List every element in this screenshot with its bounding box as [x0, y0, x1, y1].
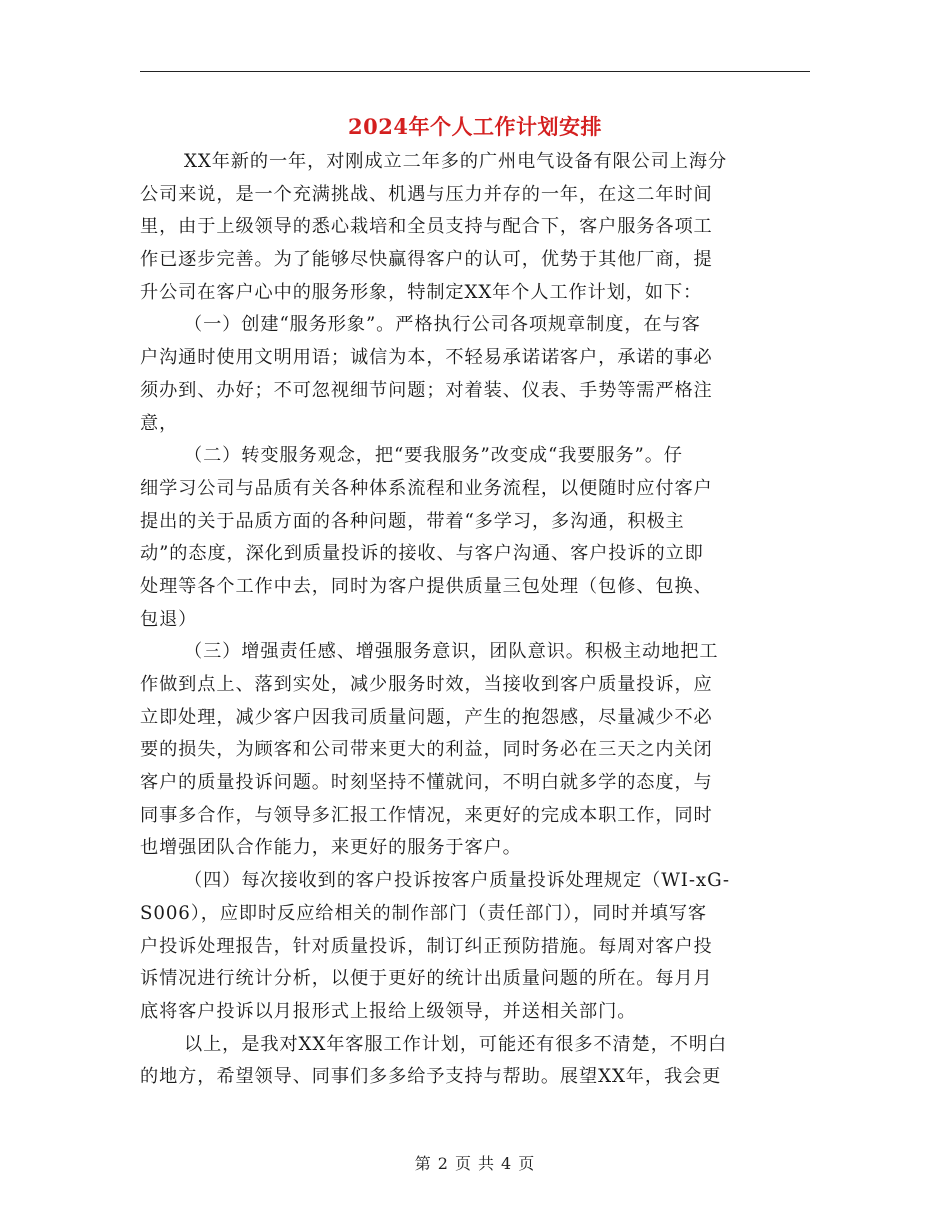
- body-text-line: 同事多合作，与领导多汇报工作情况，来更好的完成本职工作，同时: [140, 804, 713, 826]
- body-text-line: （一）创建“服务形象”。严格执行公司各项规章制度，在与客: [184, 314, 701, 336]
- document-body: [140, 146, 810, 1094]
- body-text-line: 里，由于上级领导的悉心栽培和全员支持与配合下，客户服务各项工: [140, 216, 713, 238]
- footer-suffix: 页: [518, 1154, 536, 1173]
- footer-total-word: 共: [478, 1154, 496, 1173]
- body-text-line: 升公司在客户心中的服务形象，特制定XX年个人工作计划，如下：: [140, 281, 703, 303]
- body-text-line: 也增强团队合作能力，来更好的服务于客户。: [140, 837, 522, 859]
- body-text-line: XX年新的一年，对刚成立二年多的广州电气设备有限公司上海分: [184, 151, 728, 172]
- body-text-line: 立即处理，减少客户因我司质量问题，产生的抱怨感，尽量减少不必: [140, 706, 713, 728]
- body-text-line: 细学习公司与品质有关各种体系流程和业务流程，以便随时应付客户: [140, 477, 713, 499]
- body-text-line: 底将客户投诉以月报形式上报给上级领导，并送相关部门。: [140, 1000, 637, 1022]
- body-text-line: 的地方，希望领导、同事们多多给予支持与帮助。展望XX年，我会更: [140, 1066, 722, 1088]
- footer-page-number: 2: [437, 1154, 449, 1173]
- body-text-line: S006），应即时反应给相关的制作部门（责任部门），同时并填写客: [140, 902, 708, 924]
- body-text-line: 公司来说，是一个充满挑战、机遇与压力并存的一年，在这二年时间: [140, 183, 713, 205]
- body-text-line: 包退）: [140, 608, 198, 630]
- body-text-line: （二）转变服务观念，把“要我服务”改变成“我要服务”。仔: [184, 445, 683, 467]
- page-title: 2024年个人工作计划安排: [348, 114, 602, 139]
- body-text-line: 户投诉处理报告，针对质量投诉，制订纠正预防措施。每周对客户投: [140, 935, 713, 957]
- body-text-line: 动”的态度，深化到质量投诉的接收、与客户沟通、客户投诉的立即: [140, 543, 704, 565]
- footer-total-pages: 4: [501, 1154, 513, 1173]
- body-text-line: 提出的关于品质方面的各种问题，带着“多学习，多沟通，积极主: [140, 510, 685, 532]
- body-text-line: 户沟通时使用文明用语；诚信为本，不轻易承诺诺客户，承诺的事必: [140, 347, 713, 369]
- page-footer: [0, 1152, 950, 1176]
- body-text-line: （四）每次接收到的客户投诉按客户质量投诉处理规定（WI-xG-: [184, 870, 730, 892]
- body-text-line: 作做到点上、落到实处，减少服务时效，当接收到客户质量投诉，应: [140, 674, 713, 695]
- body-text-line: （三）增强责任感、增强服务意识，团队意识。积极主动地把工: [184, 641, 719, 663]
- body-text-line: 意，: [140, 412, 179, 434]
- body-text-line: 诉情况进行统计分析，以便于更好的统计出质量问题的所在。每月月: [140, 968, 713, 990]
- footer-prefix: 第: [414, 1154, 432, 1173]
- footer-page-word: 页: [454, 1154, 472, 1173]
- body-text-line: 以上，是我对XX年客服工作计划，可能还有很多不清楚，不明白: [184, 1033, 728, 1055]
- body-text-line: 作已逐步完善。为了能够尽快赢得客户的认可，优势于其他厂商，提: [140, 249, 713, 271]
- body-text-line: 要的损失，为顾客和公司带来更大的利益，同时务必在三天之内关闭: [140, 739, 713, 761]
- body-text-line: 须办到、办好；不可忽视细节问题；对着装、仪表、手势等需严格注: [140, 379, 713, 401]
- header-rule: [140, 71, 810, 72]
- body-text-line: 处理等各个工作中去，同时为客户提供质量三包处理（包修、包换、: [140, 575, 713, 597]
- body-text-line: 客户的质量投诉问题。时刻坚持不懂就问，不明白就多学的态度，与: [140, 772, 713, 794]
